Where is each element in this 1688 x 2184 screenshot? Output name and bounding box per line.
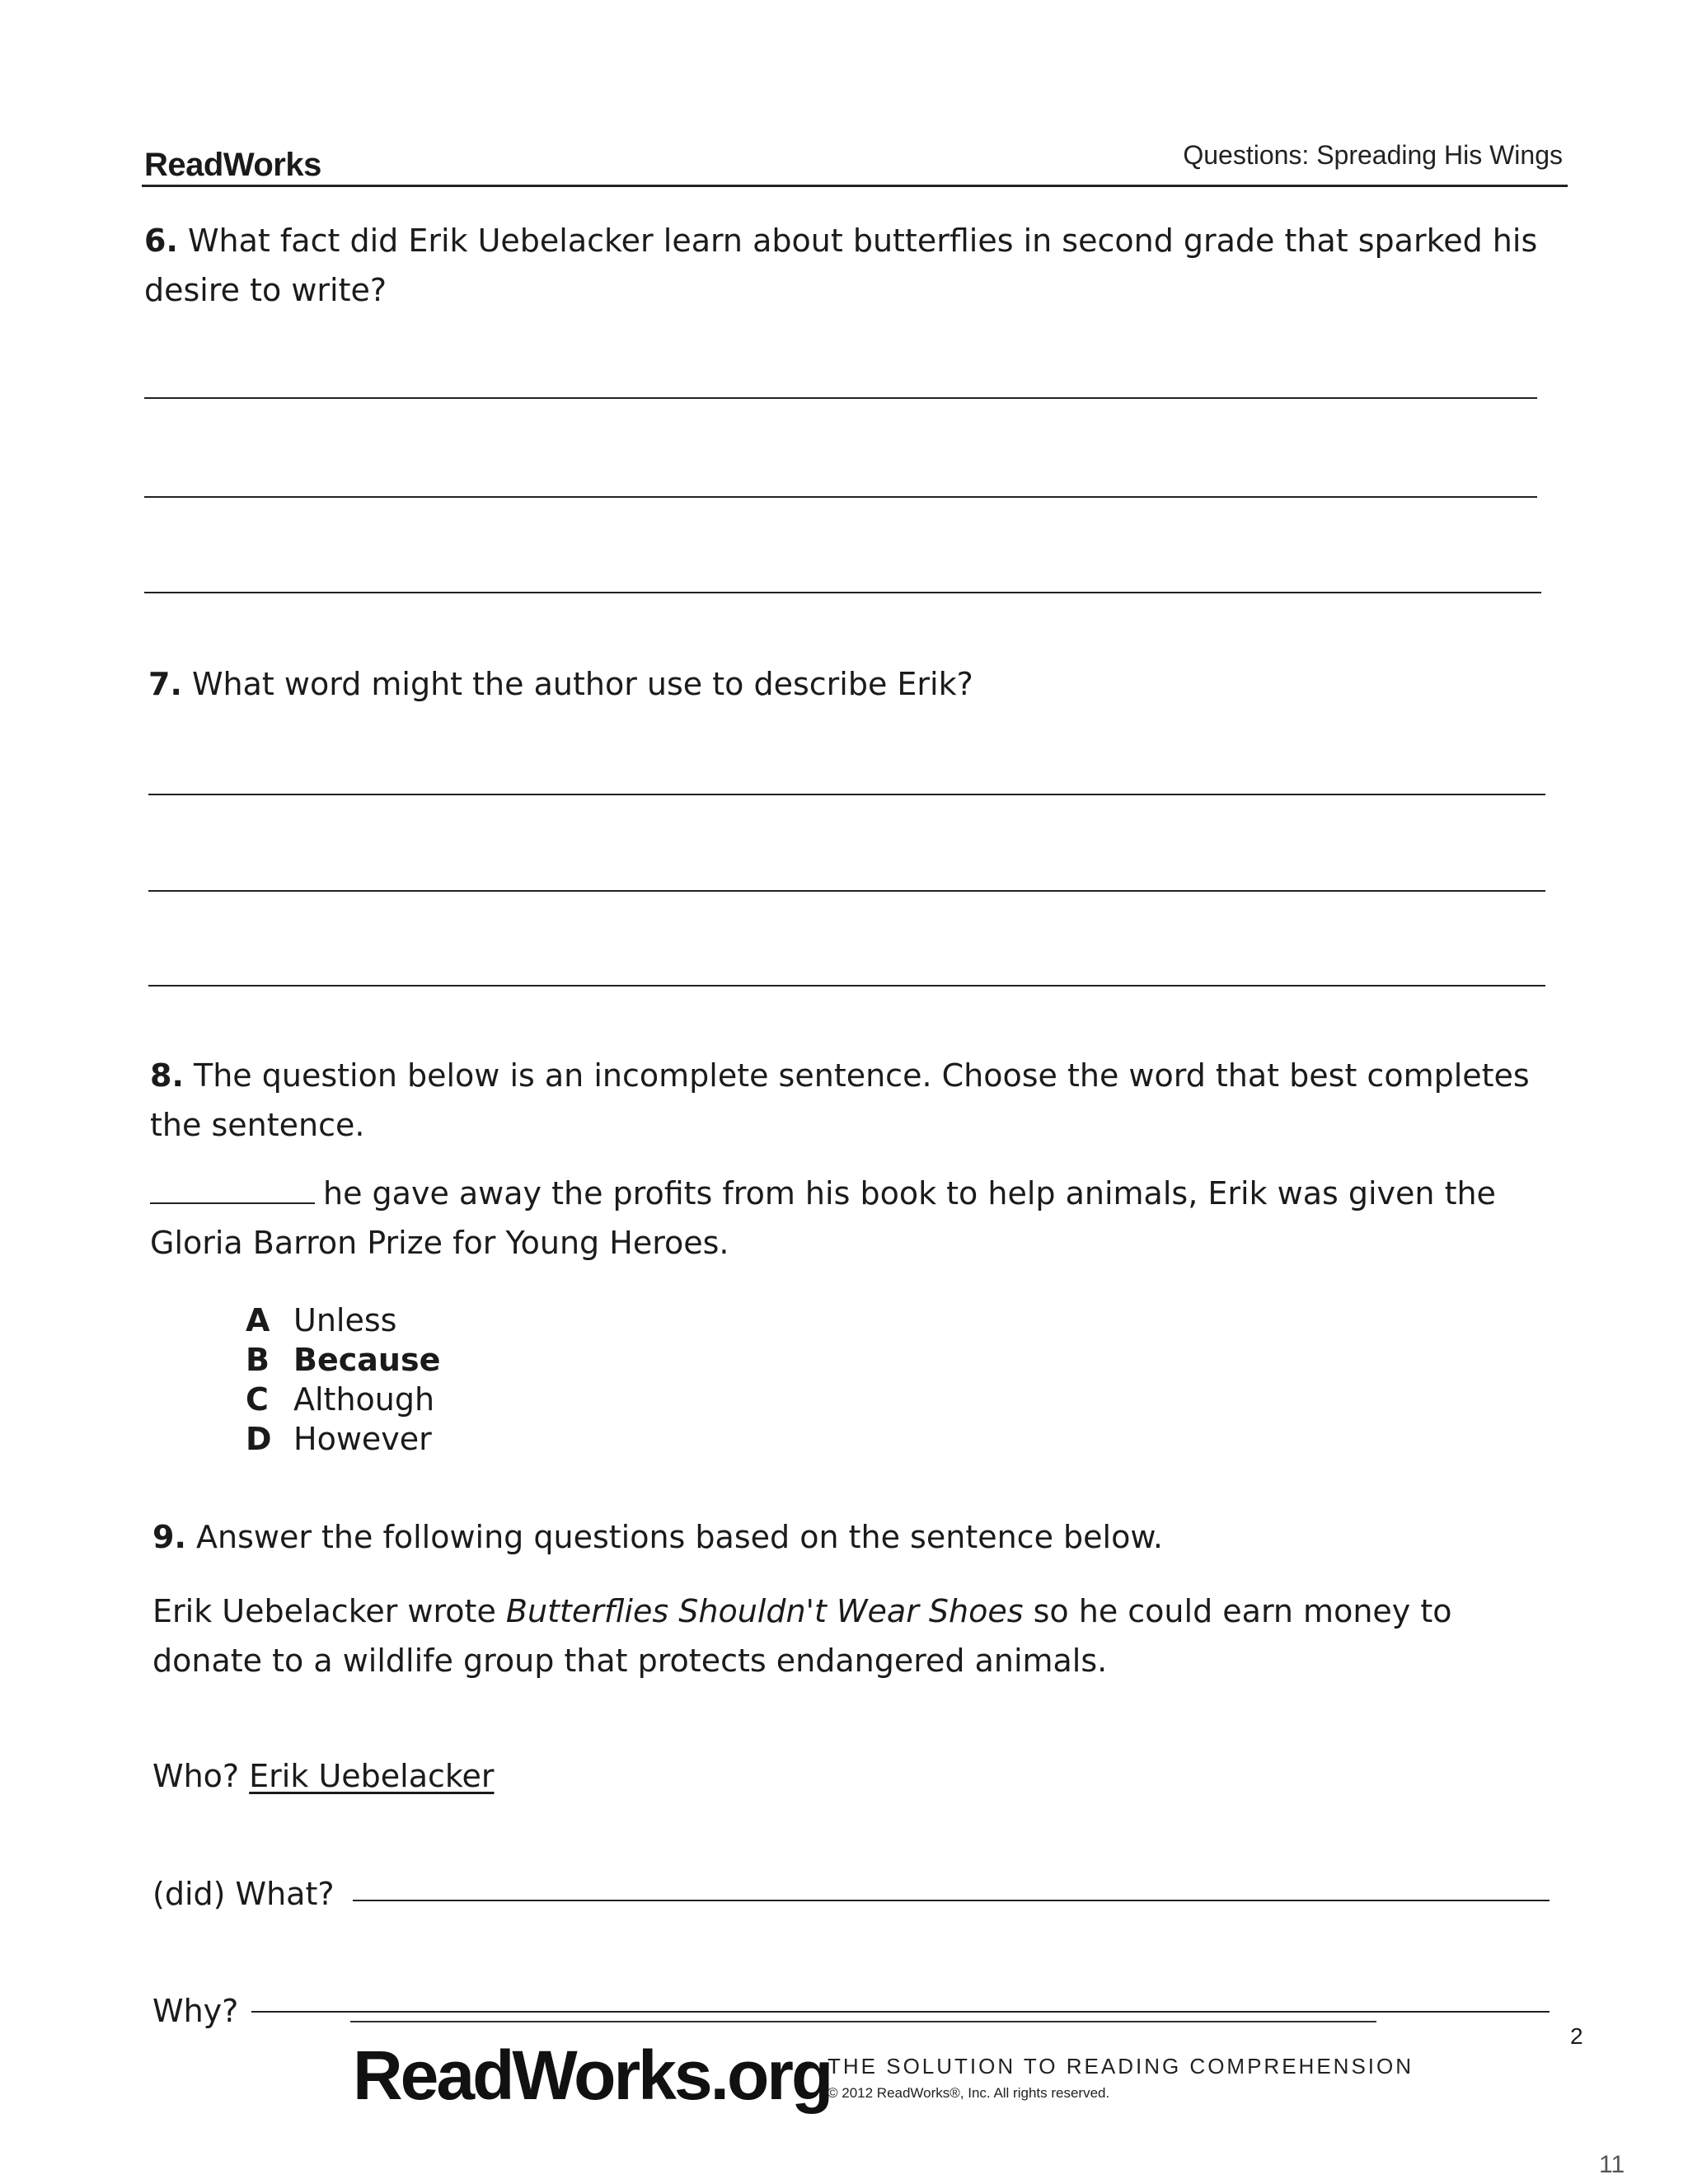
question-8-text: The question below is an incomplete sentence. Choose the word that best completes the sentence. <box>150 1057 1530 1143</box>
header-title: Questions: Spreading His Wings <box>1183 140 1563 170</box>
question-7-number: 7. <box>148 666 182 702</box>
question-9-sentence <box>152 1586 1545 1685</box>
choice-label: However <box>293 1421 432 1457</box>
who-answer: Erik Uebelacker <box>249 1758 495 1794</box>
choice-c[interactable] <box>246 1380 440 1419</box>
answer-line[interactable] <box>148 794 1545 795</box>
answer-line[interactable] <box>148 890 1545 892</box>
sentence-pre: Erik Uebelacker wrote <box>152 1593 506 1629</box>
question-9 <box>152 1512 1570 1562</box>
answer-line[interactable] <box>144 496 1537 498</box>
question-7-text: What word might the author use to describe Erik? <box>191 666 973 702</box>
choice-letter: D <box>246 1421 272 1457</box>
header-brand: ReadWorks <box>144 147 321 183</box>
question-7 <box>148 659 1566 709</box>
page-number: 2 <box>1570 2023 1583 2049</box>
answer-choices <box>246 1301 440 1459</box>
choice-d[interactable] <box>246 1419 440 1459</box>
choice-letter: A <box>246 1302 270 1338</box>
choice-a[interactable] <box>246 1301 440 1340</box>
who-label: Who? <box>152 1758 240 1794</box>
choice-label: Although <box>293 1381 435 1418</box>
footer-rule <box>350 2021 1376 2022</box>
question-8-sentence <box>150 1169 1551 1268</box>
choice-letter: B <box>246 1342 270 1378</box>
why-answer-line[interactable] <box>251 2011 1550 2013</box>
choice-label: Because <box>293 1342 441 1378</box>
what-label: (did) What? <box>152 1876 335 1912</box>
who-row <box>152 1751 495 1801</box>
footer-copyright: © 2012 ReadWorks®, Inc. All rights reserved. <box>828 2085 1110 2101</box>
sentence-post: so he could earn money to donate to a wildlife group that protects endangered animals. <box>152 1593 1452 1679</box>
question-6-text: What fact did Erik Uebelacker learn about butterflies in second grade that sparked his desire to write? <box>144 223 1538 308</box>
sentence-blank[interactable] <box>150 1176 315 1204</box>
header-rule <box>142 185 1568 187</box>
question-6-number: 6. <box>144 223 178 259</box>
choice-letter: C <box>246 1381 269 1418</box>
what-answer-line[interactable] <box>353 1900 1550 1901</box>
footer-tagline: THE SOLUTION TO READING COMPREHENSION <box>828 2054 1414 2079</box>
choice-b[interactable] <box>246 1340 440 1380</box>
question-8-sentence-text: he gave away the profits from his book to help animals, Erik was given the Gloria Barron Prize for Young Heroes. <box>150 1175 1496 1261</box>
answer-line[interactable] <box>144 397 1537 399</box>
why-label: Why? <box>152 1993 239 2029</box>
answer-line[interactable] <box>144 592 1541 593</box>
question-9-number: 9. <box>152 1519 186 1555</box>
choice-label: Unless <box>293 1302 397 1338</box>
book-title: Butterflies Shouldn't Wear Shoes <box>505 1593 1024 1629</box>
question-8 <box>150 1051 1568 1150</box>
question-8-number: 8. <box>150 1057 184 1094</box>
corner-mark: 11 <box>1599 2151 1625 2178</box>
footer-logo: ReadWorks.org <box>353 2036 832 2114</box>
question-6 <box>144 216 1562 315</box>
answer-line[interactable] <box>148 985 1545 987</box>
question-9-text: Answer the following questions based on the sentence below. <box>195 1519 1164 1555</box>
